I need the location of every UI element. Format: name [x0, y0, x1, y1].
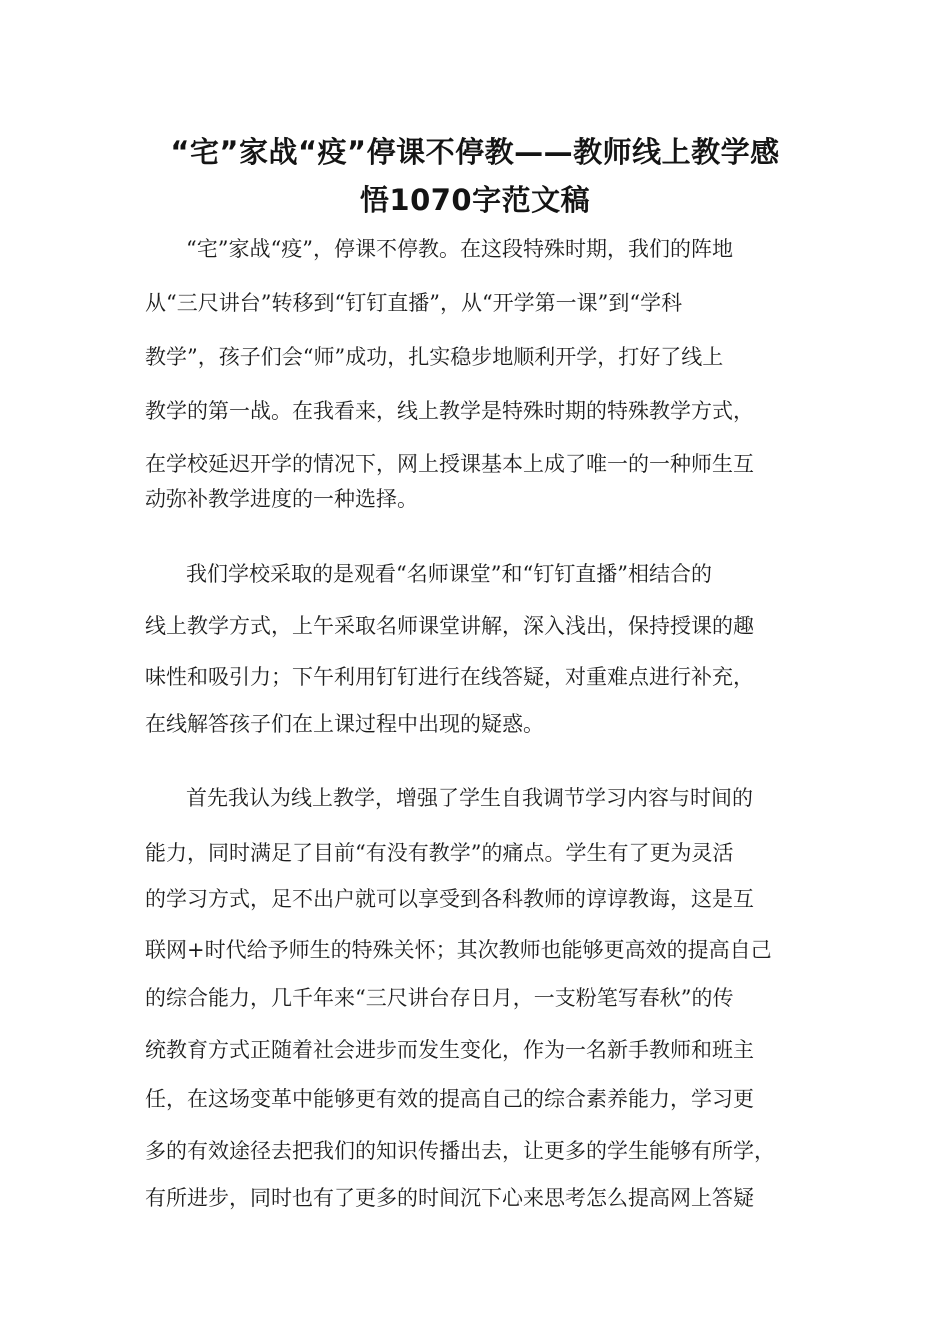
paragraph-1-line-3: 教学”，孩子们会“师”成功，扎实稳步地顺利开学，打好了线上	[145, 345, 724, 369]
paragraph-1-line-4: 教学的第一战。在我看来，线上教学是特殊时期的特殊教学方式，	[145, 399, 754, 423]
paragraph-1-line-5: 在学校延迟开学的情况下，网上授课基本上成了唯一的一种师生互	[145, 452, 754, 476]
paragraph-3-line-1: 首先我认为线上教学，增强了学生自我调节学习内容与时间的	[186, 786, 753, 810]
paragraph-2-line-4: 在线解答孩子们在上课过程中出现的疑惑。	[145, 712, 544, 736]
paragraph-1-line-1: “宅”家战“疫”，停课不停教。在这段特殊时期，我们的阵地	[186, 237, 733, 261]
document-title	[140, 128, 810, 224]
title-line-2: 悟1070字范文稿	[359, 183, 591, 217]
paragraph-3-line-7: 任，在这场变革中能够更有效的提高自己的综合素养能力，学习更	[145, 1087, 754, 1111]
paragraph-2-line-1: 我们学校采取的是观看“名师课堂”和“钉钉直播”相结合的	[186, 562, 712, 586]
paragraph-3-line-9: 有所进步，同时也有了更多的时间沉下心来思考怎么提高网上答疑	[145, 1186, 754, 1210]
paragraph-3-line-5: 的综合能力，几千年来“三尺讲台存日月，一支粉笔写春秋”的传	[145, 986, 734, 1010]
title-line-1: “宅”家战“疫”停课不停教——教师线上教学感	[170, 135, 780, 169]
paragraph-2-line-3: 味性和吸引力；下午利用钉钉进行在线答疑，对重难点进行补充，	[145, 665, 754, 689]
paragraph-2-line-2: 线上教学方式，上午采取名师课堂讲解，深入浅出，保持授课的趣	[145, 614, 754, 638]
paragraph-3-line-4: 联网+时代给予师生的特殊关怀；其次教师也能够更高效的提高自己	[145, 938, 772, 962]
paragraph-3-line-2: 能力，同时满足了目前“有没有教学”的痛点。学生有了更为灵活	[145, 841, 734, 865]
paragraph-1-line-6: 动弥补教学进度的一种选择。	[145, 487, 418, 511]
paragraph-3-line-6: 统教育方式正随着社会进步而发生变化，作为一名新手教师和班主	[145, 1038, 754, 1062]
paragraph-3-line-8: 多的有效途径去把我们的知识传播出去，让更多的学生能够有所学，	[145, 1139, 775, 1163]
paragraph-3-line-3: 的学习方式，足不出户就可以享受到各科教师的谆谆教诲，这是互	[145, 887, 754, 911]
paragraph-1-line-2: 从“三尺讲台”转移到“钉钉直播”，从“开学第一课”到“学科	[145, 291, 683, 315]
